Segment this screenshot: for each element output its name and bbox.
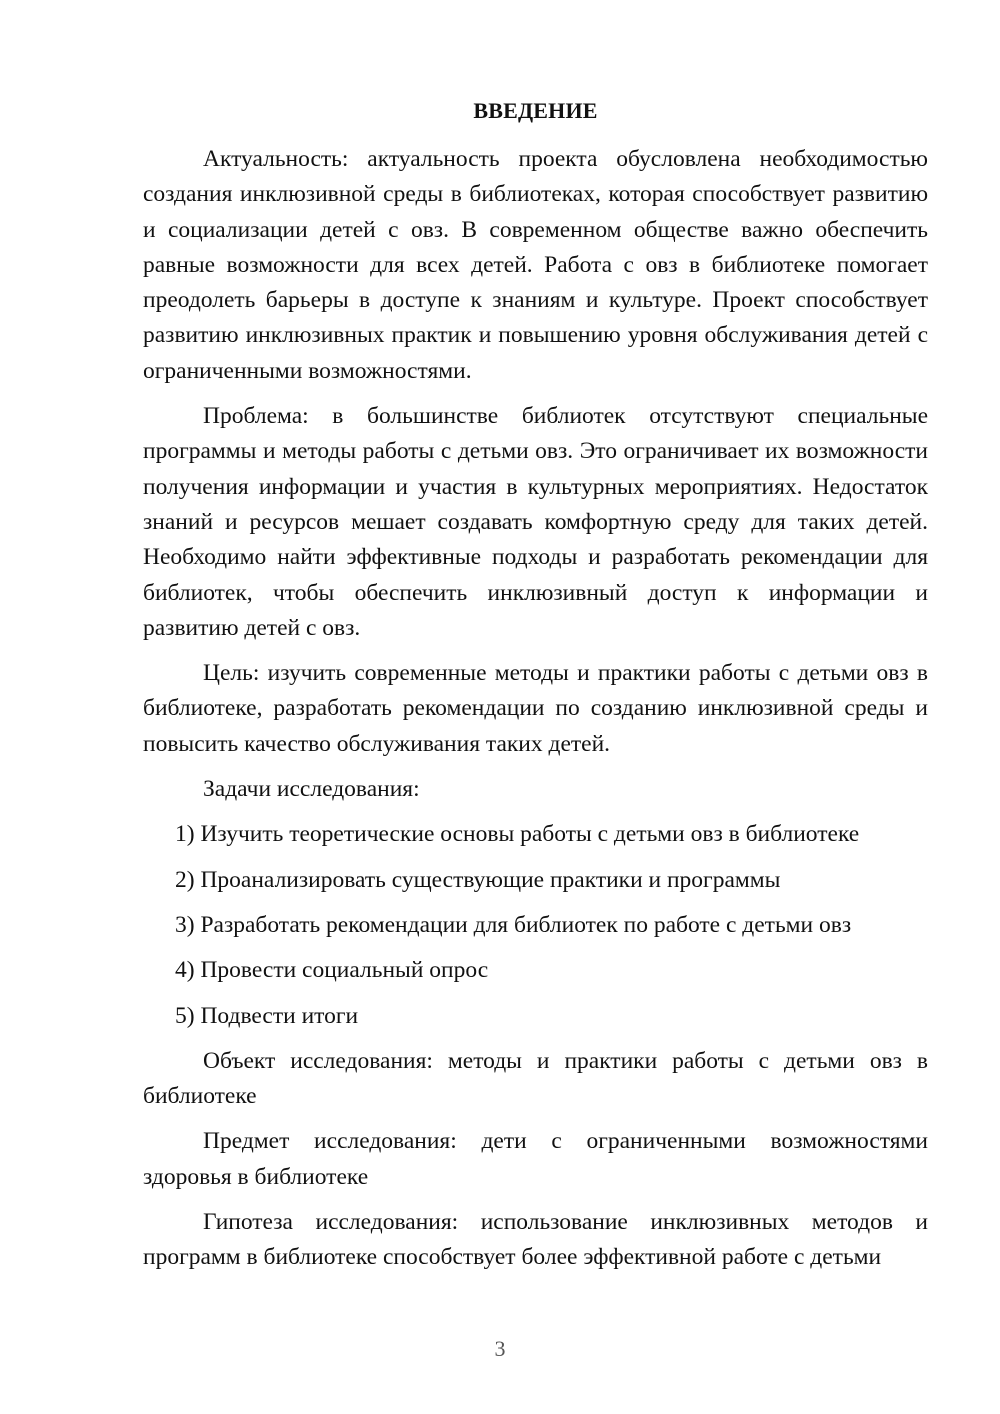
hypothesis-paragraph: Гипотеза исследования: использование инклюзивных методов и программ в библиотеке способствует более эффективной работе с детьми [143,1209,928,1271]
object-paragraph: Объект исследования: методы и практики работы с детьми овз в библиотеке [143,1047,928,1110]
relevance-paragraph: Актуальность: актуальность проекта обусловлена необходимостью создания инклюзивной среды в библиотеках, которая способствует развитию и социализации детей с овз. В современном обществе важно обеспечить равные возможности для всех детей. Работа с овз в библиотеке помогает преодолеть барьеры в доступе к знаниям и культуре. Проект способствует развитию инклюзивных практик и повышению уровня обслуживания детей с ограниченными возможностями. [143,146,928,384]
tasks-heading: Задачи исследования: [203,776,420,803]
task-item: 5) Подвести итоги [175,1002,359,1029]
document-title: ВВЕДЕНИЕ [473,98,598,123]
task-item: 1) Изучить теоретические основы работы с детьми овз в библиотеке [175,821,860,848]
task-item: 4) Провести социальный опрос [175,957,489,984]
task-item: 3) Разработать рекомендации для библиотек по работе с детьми овз [175,911,852,938]
subject-paragraph: Предмет исследования: дети с ограниченными возможностями здоровья в библиотеке [143,1128,928,1190]
goal-paragraph: Цель: изучить современные методы и практики работы с детьми овз в библиотеке, разработать рекомендации по созданию инклюзивной среды и повысить качество обслуживания таких детей. [143,660,928,757]
task-item: 2) Проанализировать существующие практики и программы [175,866,781,893]
document-body [143,142,928,1276]
page-number: 3 [494,1336,506,1361]
problem-paragraph: Проблема: в большинстве библиотек отсутствуют специальные программы и методы работы с детьми овз. Это ограничивает их возможности получения информации и участия в культурных мероприятиях. Недостаток знаний и ресурсов мешает создавать комфортную среду для таких детей. Необходимо найти эффективные подходы и разработать рекомендации для библиотек, чтобы обеспечить инклюзивный доступ к информации и развитию детей с овз. [143,403,928,641]
